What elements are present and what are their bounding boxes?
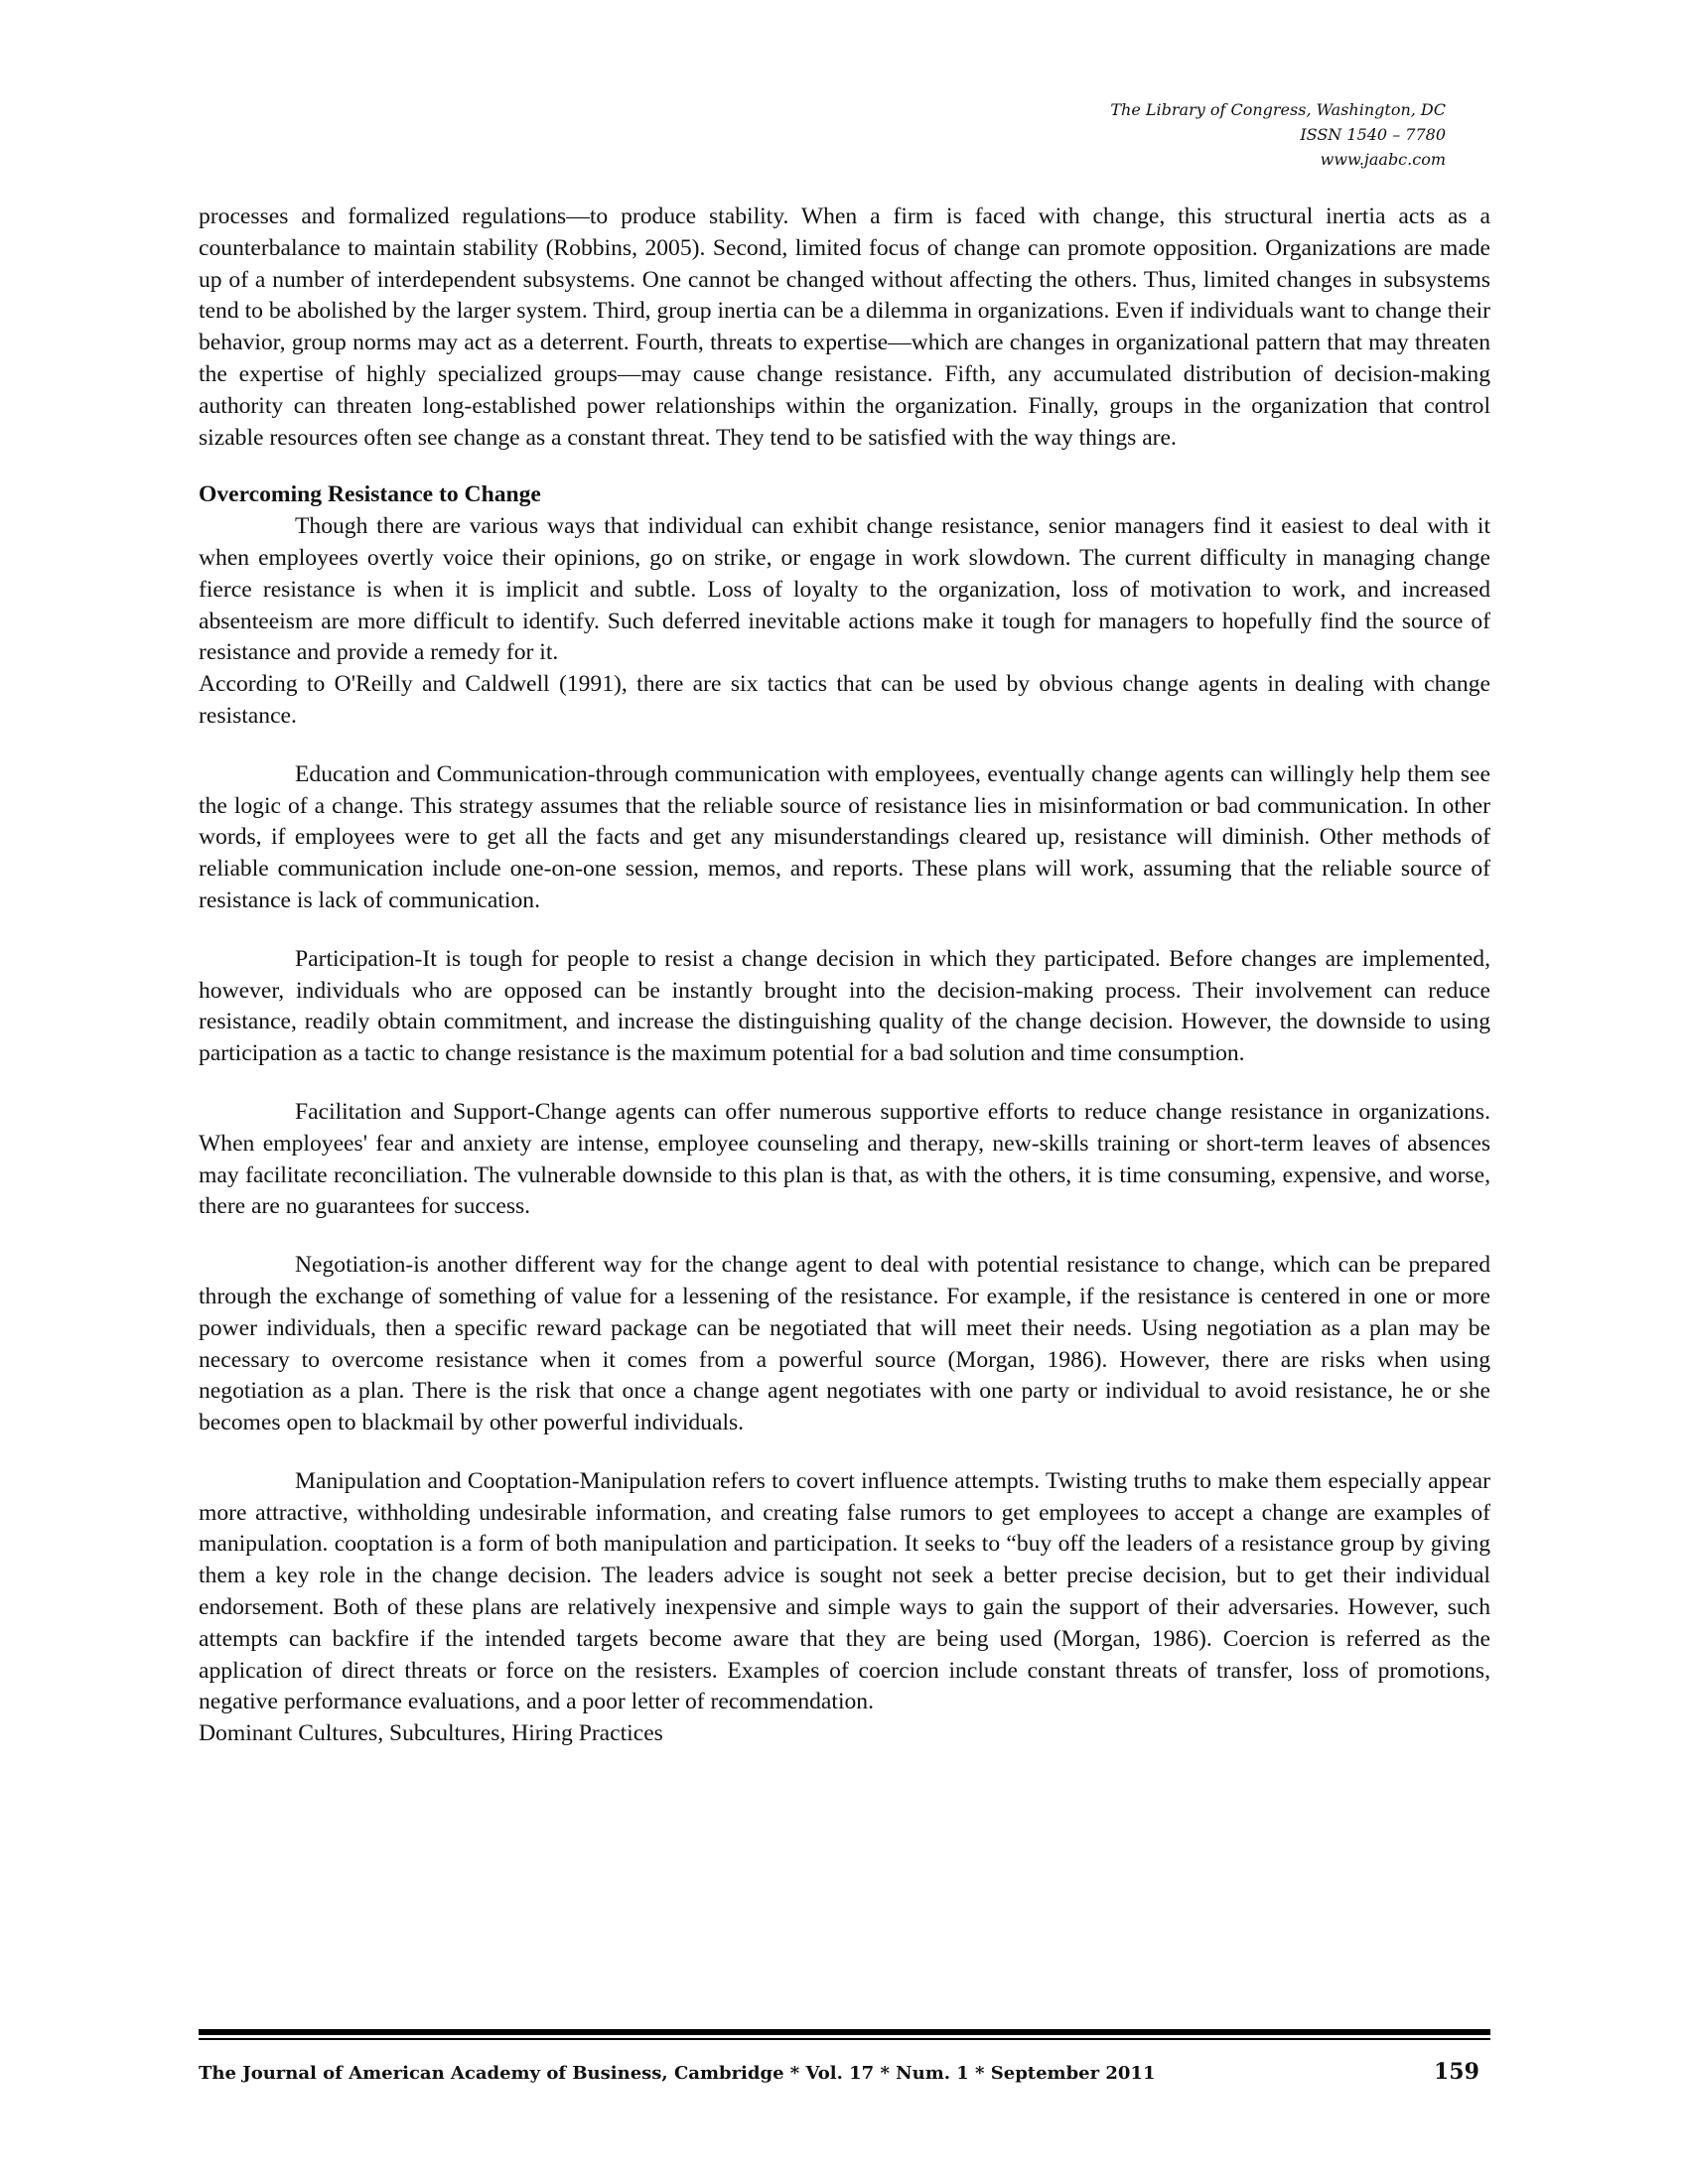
running-header <box>1110 97 1446 172</box>
paragraph: Education and Communication-through communication with employees, eventually change agents can willingly help them see the logic of a change. This strategy assumes that the reliable source of resistance lies in misinformation or bad communication. In other words, if employees were to get all the facts and get any misunderstandings cleared up, resistance will diminish. Other methods of reliable communication include one-on-one session, memos, and reports. These plans will work, assuming that the reliable source of resistance is lack of communication. <box>199 760 1490 913</box>
paragraph: processes and formalized regulations—to produce stability. When a firm is faced with change, this structural inertia acts as a counterbalance to maintain stability (Robbins, 2005). Second, limited focus of change can promote opposition. Organizations are made up of a number of interdependent subsystems. One cannot be changed without affecting the others. Thus, limited changes in subsystems tend to be abolished by the larger system. Third, group inertia can be a dilemma in organizations. Even if individuals want to change their behavior, group norms may act as a deterrent. Fourth, threats to expertise—which are changes in organizational pattern that may threaten the expertise of highly specialized groups—may cause change resistance. Fifth, any accumulated distribution of decision-making authority can threaten long-established power relationships within the organization. Finally, groups in the organization that control sizable resources often see change as a constant threat. They tend to be satisfied with the way things are. <box>199 204 1490 451</box>
footer-rule-thin <box>199 2038 1490 2040</box>
paragraph: Facilitation and Support-Change agents can offer numerous supportive efforts to reduce change resistance in organizations. When employees' fear and anxiety are intense, employee counseling and therapy, new-skills training or short-term leaves of absences may facilitate reconciliation. The vulnerable downside to this plan is that, as with the others, it is time consuming, expensive, and worse, there are no guarantees for success. <box>199 1098 1490 1220</box>
header-website: www.jaabc.com <box>1320 150 1446 169</box>
header-issn: ISSN 1540 – 7780 <box>1300 125 1446 144</box>
paragraph: According to O'Reilly and Caldwell (1991), there are six tactics that can be used by obvious change agents in dealing with change resistance. <box>199 671 1490 729</box>
paragraph: Dominant Cultures, Subcultures, Hiring Practices <box>199 1720 663 1747</box>
footer-journal: The Journal of American Academy of Business, Cambridge * Vol. 17 * Num. 1 * September 2011 <box>199 2063 1156 2084</box>
header-library: The Library of Congress, Washington, DC <box>1110 100 1446 119</box>
paragraph: Participation-It is tough for people to resist a change decision in which they participated. Before changes are implemented, however, individuals who are opposed can be instantly brought into the decision-making process. Their involvement can reduce resistance, readily obtain commitment, and increase the distinguishing quality of the change decision. However, the downside to using participation as a tactic to change resistance is the maximum potential for a bad solution and time consumption. <box>199 945 1490 1067</box>
paragraph: Though there are various ways that individual can exhibit change resistance, senior managers find it easiest to deal with it when employees overtly voice their opinions, go on strike, or engage in work slowdown. The current difficulty in managing change fierce resistance is when it is implicit and subtle. Loss of loyalty to the organization, loss of motivation to work, and increased absenteeism are more difficult to identify. Such deferred inevitable actions make it tough for managers to hopefully find the source of resistance and provide a remedy for it. <box>199 513 1490 666</box>
section-heading: Overcoming Resistance to Change <box>199 481 541 508</box>
footer-rule <box>199 2029 1490 2035</box>
paragraph: Negotiation-is another different way for the change agent to deal with potential resistance to change, which can be prepared through the exchange of something of value for a lessening of the resistance. For example, if the resistance is centered in one or more power individuals, then a specific reward package can be negotiated that will meet their needs. Using negotiation as a plan may be necessary to overcome resistance when it comes from a powerful source (Morgan, 1986). However, there are risks when using negotiation as a plan. There is the risk that once a change agent negotiates with one party or individual to avoid resistance, he or she becomes open to blackmail by other powerful individuals. <box>199 1252 1490 1436</box>
paragraph: Manipulation and Cooptation-Manipulation refers to covert influence attempts. Twisting truths to make them especially appear more attractive, withholding undesirable information, and creating false rumors to get employees to accept a change are examples of manipulation. cooptation is a form of both manipulation and participation. It seeks to “buy off the leaders of a resistance group by giving them a key role in the change decision. The leaders advice is sought not seek a better precise decision, but to get their individual endorsement. Both of these plans are relatively inexpensive and simple ways to gain the support of their adversaries. However, such attempts can backfire if the intended targets become aware that they are being used (Morgan, 1986). Coercion is referred as the application of direct threats or force on the resisters. Examples of coercion include constant threats of transfer, loss of promotions, negative performance evaluations, and a poor letter of recommendation. <box>199 1467 1490 1715</box>
body-text <box>199 202 1490 1750</box>
page-number: 159 <box>1434 2059 1479 2085</box>
